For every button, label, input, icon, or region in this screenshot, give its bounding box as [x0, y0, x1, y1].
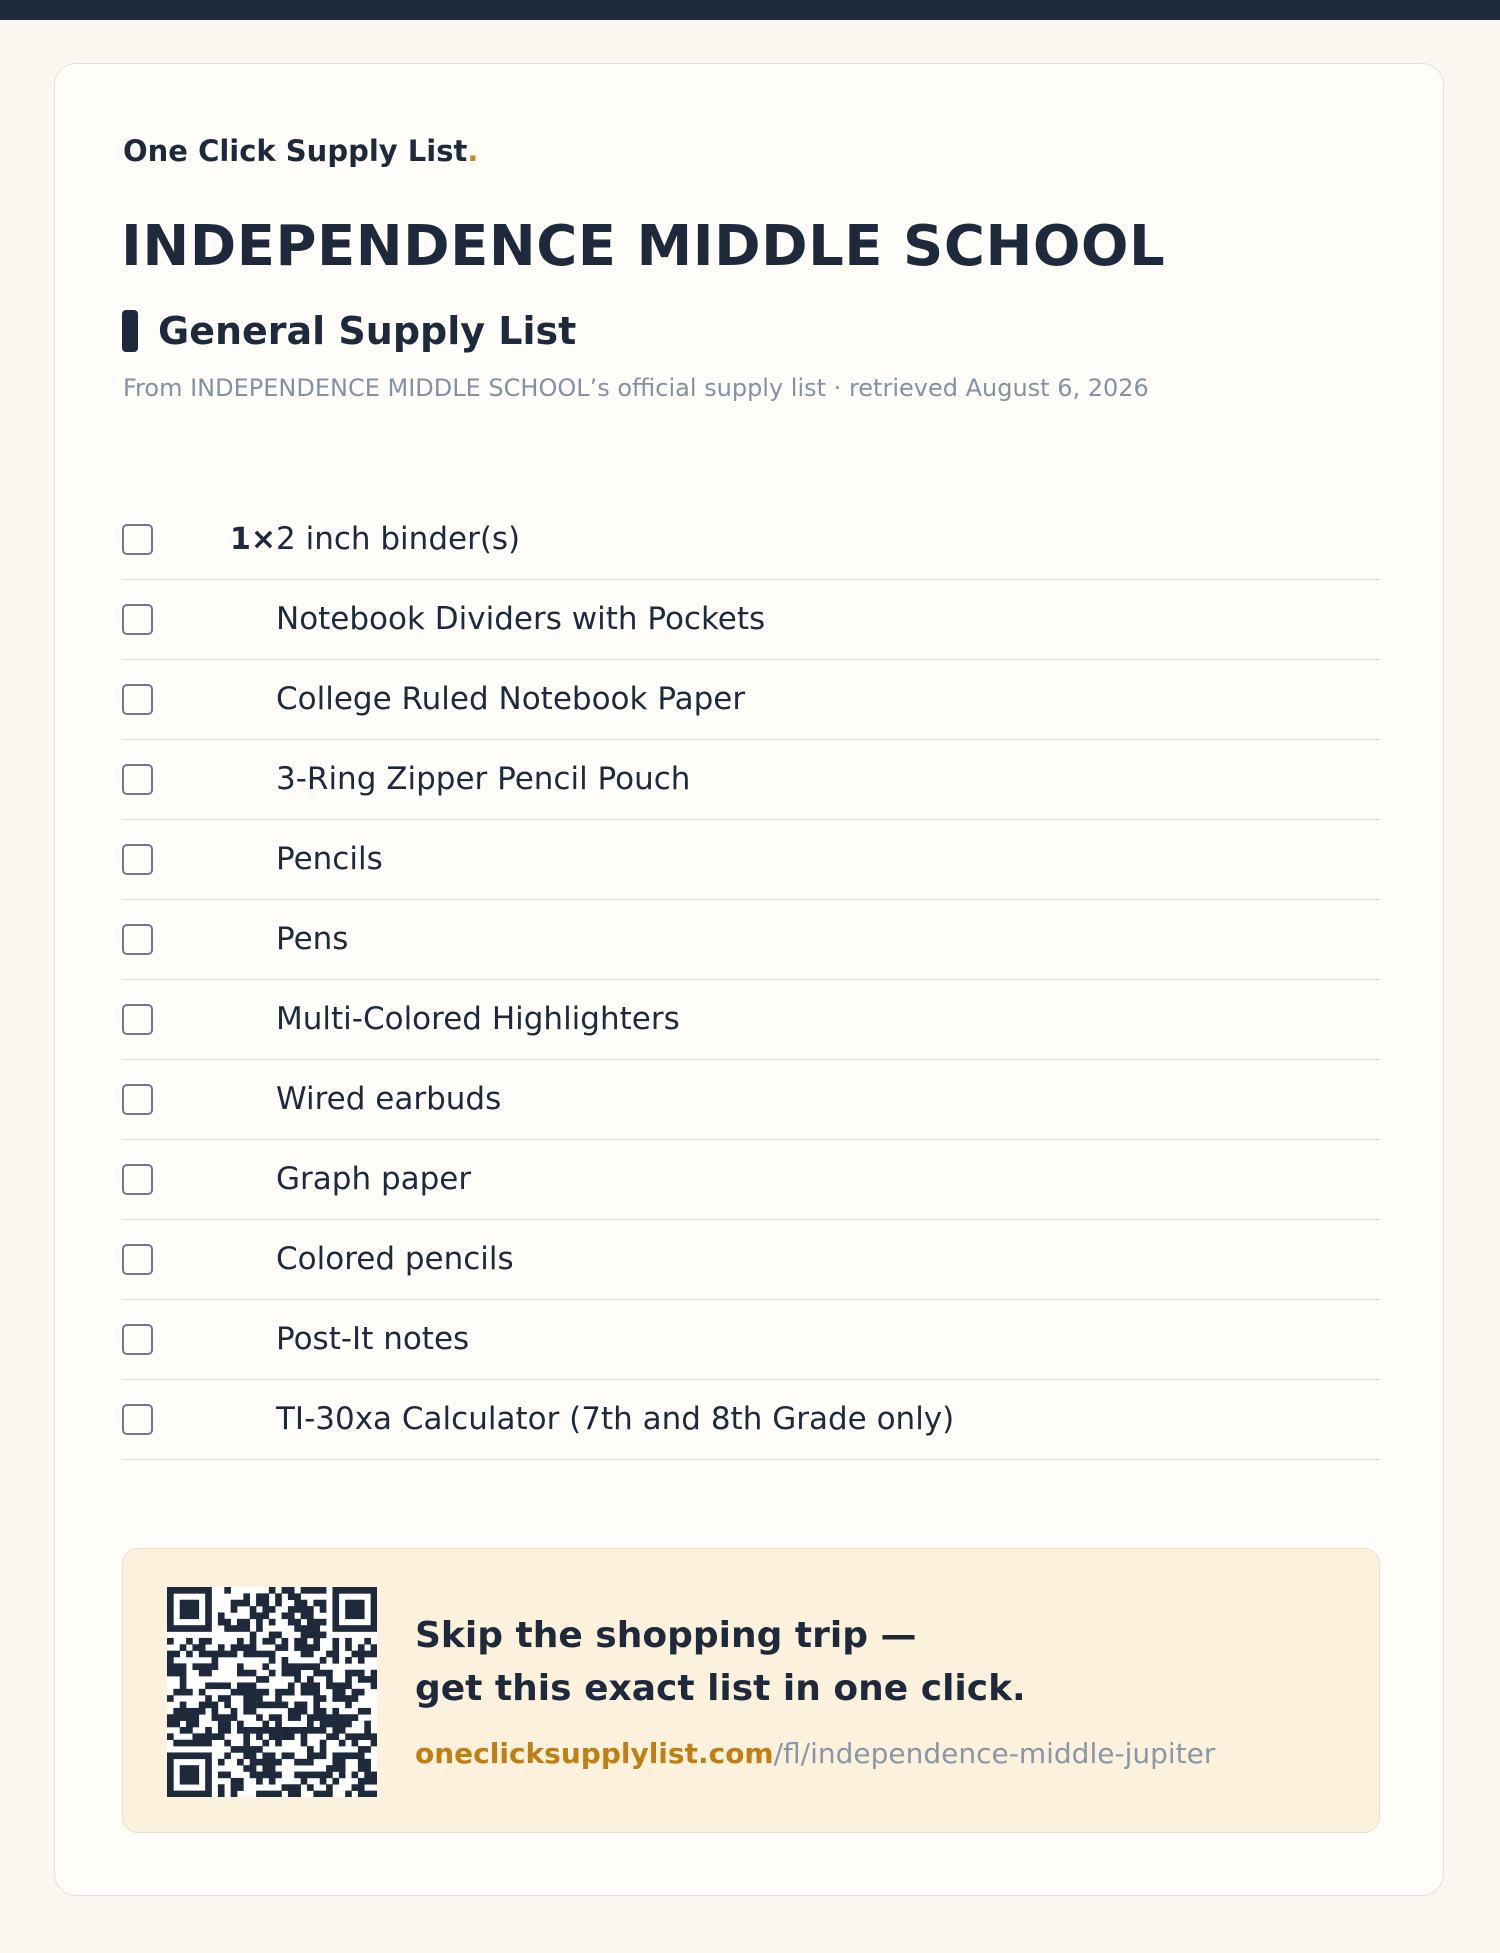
list-item[interactable] [122, 1140, 1380, 1220]
list-item[interactable] [122, 820, 1380, 900]
checkbox-icon[interactable] [122, 844, 153, 875]
item-name: Wired earbuds [276, 1081, 502, 1117]
cta-banner [122, 1548, 1380, 1833]
item-name: Multi-Colored Highlighters [276, 1001, 680, 1037]
checkbox-icon[interactable] [122, 524, 153, 555]
source-note: From INDEPENDENCE MIDDLE SCHOOL’s official supply list · retrieved August 6, 2026 [123, 374, 1149, 402]
list-item[interactable] [122, 980, 1380, 1060]
item-name: 2 inch binder(s) [276, 521, 521, 557]
item-name: Notebook Dividers with Pockets [276, 601, 766, 637]
item-name: 3-Ring Zipper Pencil Pouch [276, 761, 691, 797]
cta-line-2: get this exact list in one click. [415, 1668, 1026, 1709]
cta-url-path: /fl/independence-middle-jupiter [773, 1737, 1216, 1770]
top-bar [0, 0, 1500, 20]
checkbox-icon[interactable] [122, 1244, 153, 1275]
checkbox-icon[interactable] [122, 1324, 153, 1355]
list-item[interactable] [122, 660, 1380, 740]
supply-list-card [54, 63, 1444, 1896]
list-item[interactable] [122, 1380, 1380, 1460]
list-item[interactable] [122, 500, 1380, 580]
checkbox-icon[interactable] [122, 924, 153, 955]
checkbox-icon[interactable] [122, 764, 153, 795]
item-name: College Ruled Notebook Paper [276, 681, 746, 717]
item-name: Pens [276, 921, 349, 957]
list-item[interactable] [122, 740, 1380, 820]
supply-items [122, 500, 1380, 1460]
item-name: TI-30xa Calculator (7th and 8th Grade only) [276, 1401, 955, 1437]
school-title: INDEPENDENCE MIDDLE SCHOOL [121, 214, 1166, 279]
brand-logo[interactable]: One Click Supply List. [123, 134, 479, 168]
checkbox-icon[interactable] [122, 1404, 153, 1435]
item-name: Graph paper [276, 1161, 472, 1197]
qr-code-icon[interactable] [167, 1587, 377, 1797]
list-item[interactable] [122, 580, 1380, 660]
checkbox-icon[interactable] [122, 1164, 153, 1195]
list-item[interactable] [122, 1300, 1380, 1380]
checkbox-icon[interactable] [122, 1084, 153, 1115]
cta-line-1: Skip the shopping trip — [415, 1615, 917, 1656]
list-title: General Supply List [158, 309, 577, 353]
checkbox-icon[interactable] [122, 1004, 153, 1035]
list-heading [122, 308, 576, 354]
cta-url-link[interactable] [415, 1737, 1215, 1770]
item-name: Post-It notes [276, 1321, 470, 1357]
cta-url-domain: oneclicksupplylist.com [415, 1737, 774, 1770]
list-item[interactable] [122, 1220, 1380, 1300]
heading-accent-bar [122, 310, 138, 352]
list-item[interactable] [122, 900, 1380, 980]
checkbox-icon[interactable] [122, 684, 153, 715]
item-quantity: 1× [229, 522, 276, 557]
list-item[interactable] [122, 1060, 1380, 1140]
cta-text [415, 1609, 1026, 1715]
item-name: Colored pencils [276, 1241, 514, 1277]
checkbox-icon[interactable] [122, 604, 153, 635]
item-name: Pencils [276, 841, 383, 877]
